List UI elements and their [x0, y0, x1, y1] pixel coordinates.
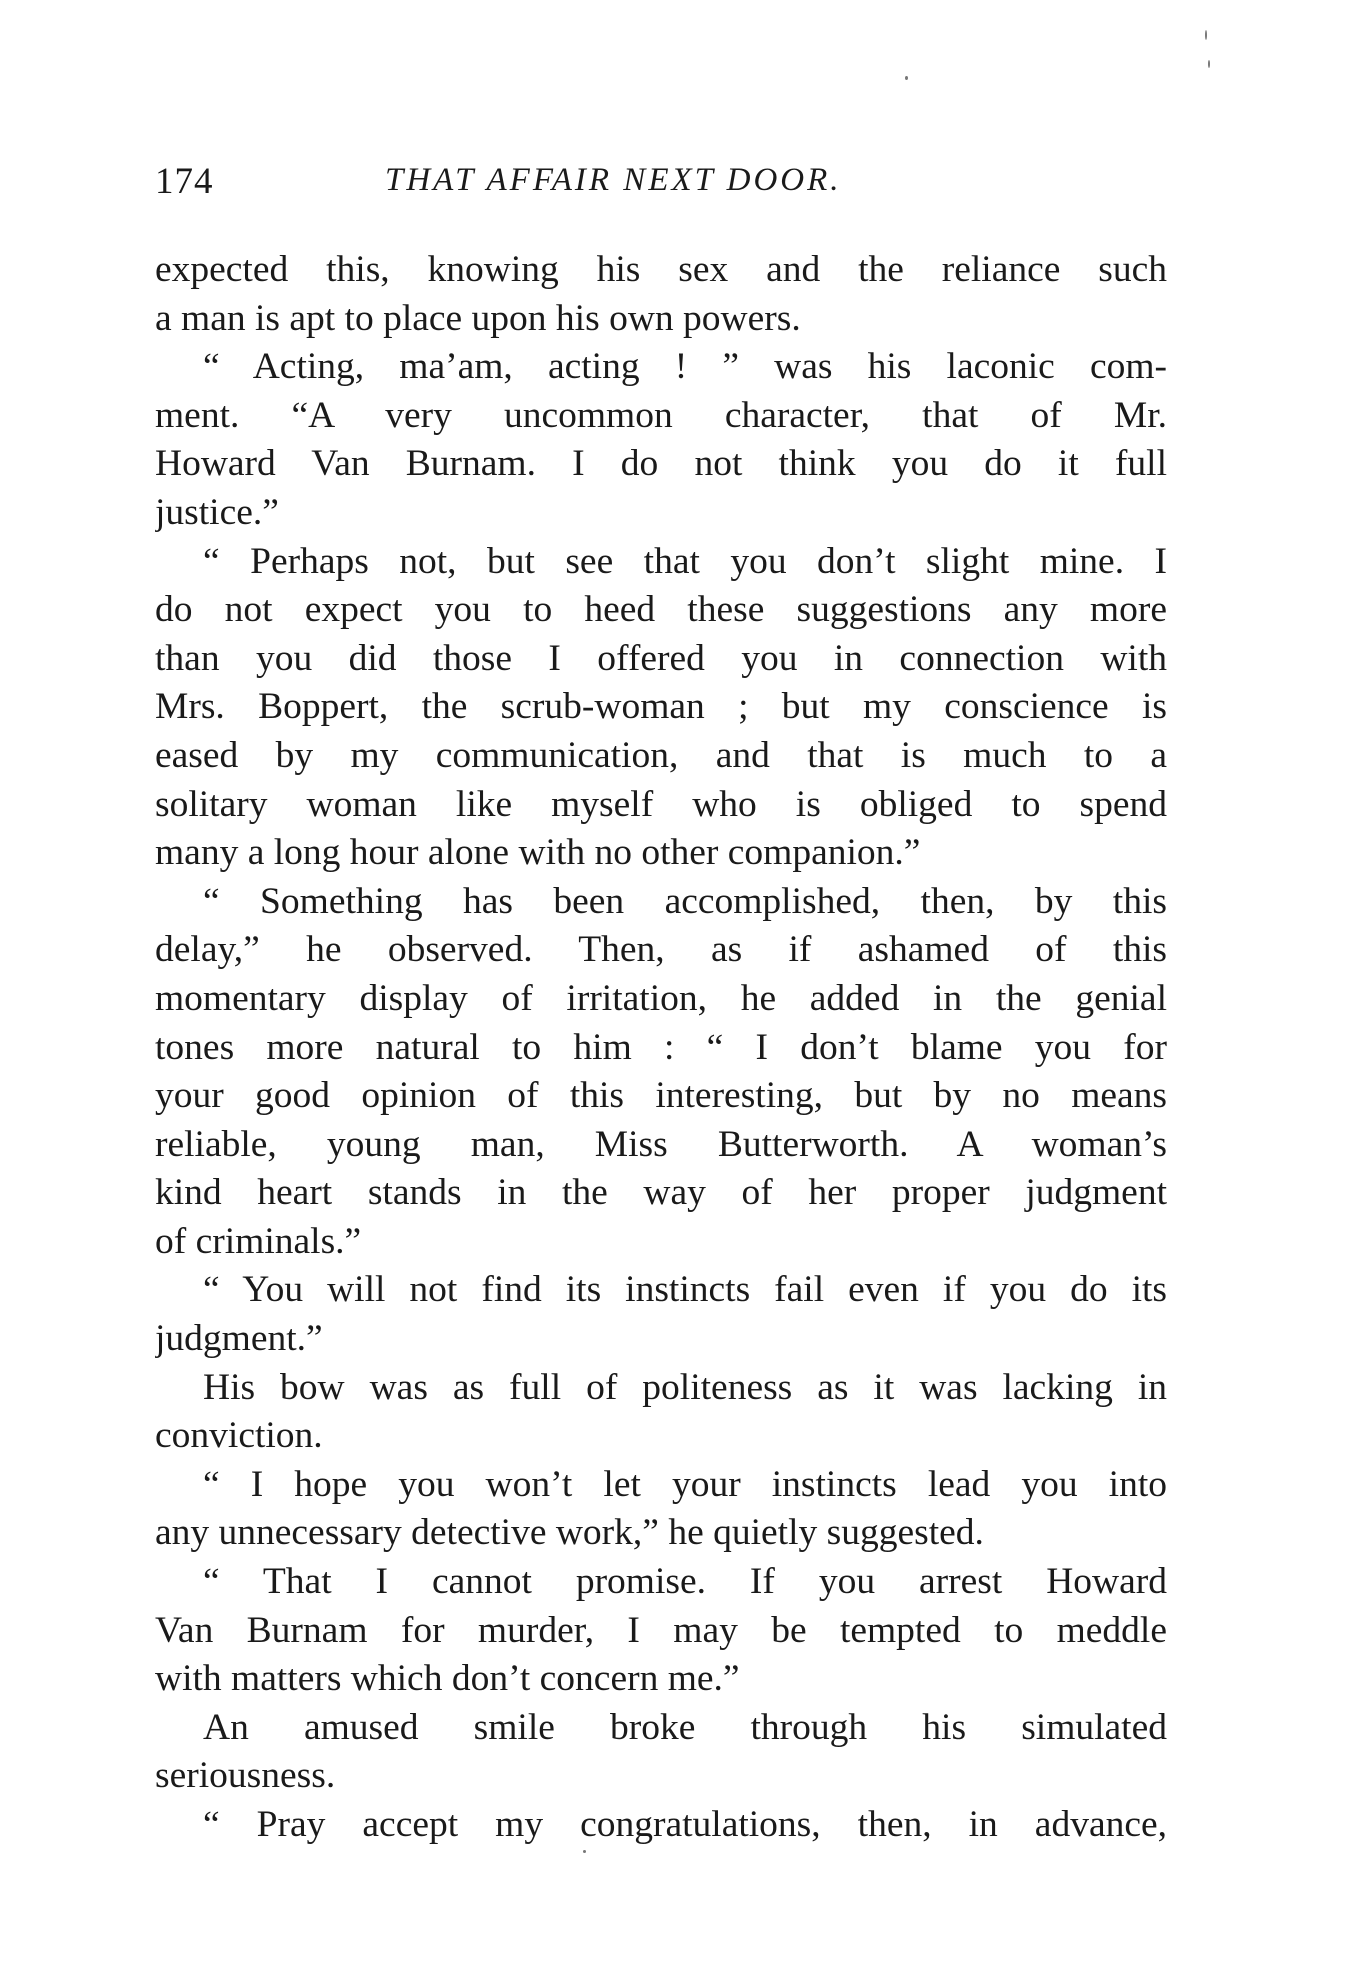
text-line: eased by my communication, and that is much to a	[155, 734, 1167, 776]
text-line: His bow was as full of politeness as it was lacking in	[203, 1366, 1167, 1408]
text-line: do not expect you to heed these suggestions any more	[155, 589, 1167, 631]
text-line: “ Pray accept my congratulations, then, in advance,	[203, 1804, 1167, 1845]
text-line: a man is apt to place upon his own powers.	[155, 297, 801, 339]
text-line: any unnecessary detective work,” he quietly suggested.	[155, 1512, 984, 1554]
text-line: An amused smile broke through his simulated	[203, 1706, 1167, 1748]
text-line: “ That I cannot promise. If you arrest Howard	[203, 1561, 1167, 1603]
text-line: “ Acting, ma’am, acting ! ” was his laconic com-	[203, 346, 1167, 388]
text-line: conviction.	[155, 1415, 323, 1457]
text-line: “ Something has been accomplished, then, by this	[203, 880, 1167, 922]
text-line: many a long hour alone with no other companion.”	[155, 832, 921, 874]
scan-speck	[1205, 30, 1207, 40]
text-line: solitary woman like myself who is obliged to spend	[155, 783, 1167, 825]
body-text	[155, 246, 1167, 1850]
text-line: “ Perhaps not, but see that you don’t slight mine. I	[203, 540, 1167, 582]
text-line: your good opinion of this interesting, but by no means	[155, 1075, 1167, 1117]
running-title: THAT AFFAIR NEXT DOOR.	[385, 162, 842, 198]
text-line: judgment.”	[155, 1318, 323, 1360]
text-line: with matters which don’t concern me.”	[155, 1658, 740, 1700]
text-line: tones more natural to him : “ I don’t blame you for	[155, 1026, 1167, 1068]
text-line: of criminals.”	[155, 1220, 362, 1262]
text-line: seriousness.	[155, 1755, 336, 1797]
text-line: momentary display of irritation, he added in the genial	[155, 977, 1167, 1019]
text-line: Howard Van Burnam. I do not think you do it full	[155, 443, 1167, 485]
text-line: kind heart stands in the way of her proper judgment	[155, 1172, 1167, 1214]
page-number: 174	[155, 161, 214, 202]
scan-speck	[905, 76, 908, 80]
text-line: Van Burnam for murder, I may be tempted to meddle	[155, 1609, 1167, 1651]
text-line: Mrs. Boppert, the scrub-woman ; but my conscience is	[155, 686, 1167, 728]
text-line: “ You will not find its instincts fail even if you do its	[203, 1269, 1167, 1311]
scan-speck	[583, 1850, 586, 1853]
text-line: expected this, knowing his sex and the reliance such	[155, 249, 1167, 290]
text-line: ment. “A very uncommon character, that of Mr.	[155, 394, 1167, 436]
text-line: justice.”	[155, 491, 279, 533]
text-line: than you did those I offered you in connection with	[155, 637, 1167, 679]
text-line: delay,” he observed. Then, as if ashamed of this	[155, 929, 1167, 971]
page-header	[155, 160, 1165, 210]
scan-speck	[1208, 60, 1210, 68]
text-line: “ I hope you won’t let your instincts lead you into	[203, 1463, 1167, 1505]
text-line: reliable, young man, Miss Butterworth. A woman’s	[155, 1123, 1167, 1165]
